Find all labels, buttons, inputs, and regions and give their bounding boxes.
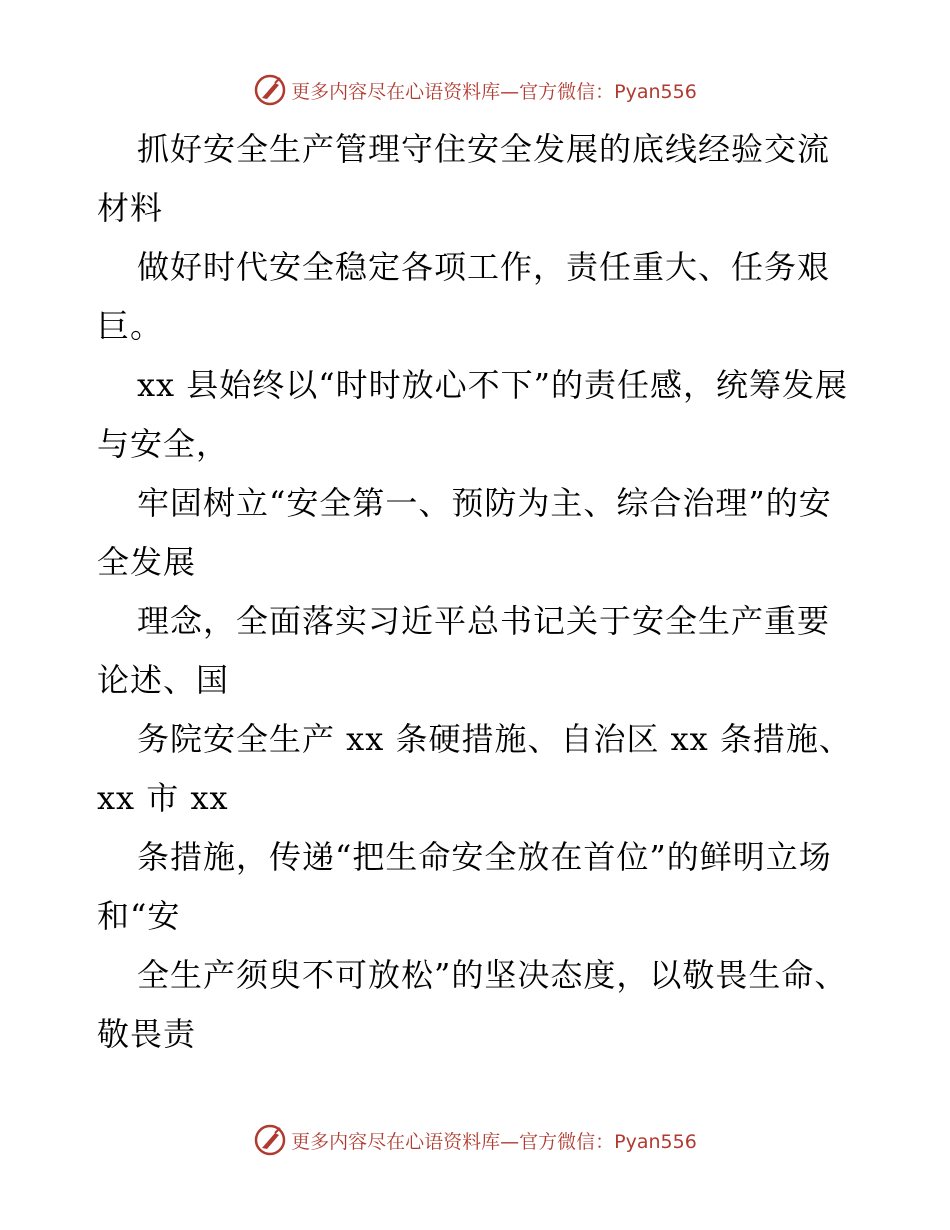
paragraph: xx 县始终以“时时放心不下”的责任感，统筹发展与安全，: [97, 366, 848, 463]
paragraph: 务院安全生产 xx 条硬措施、自治区 xx 条措施、xx 市 xx: [97, 720, 852, 817]
quill-pen-logo-icon: [253, 73, 287, 107]
paragraph: 抓好安全生产管理守住安全发展的底线经验交流材料: [97, 130, 831, 227]
quill-pen-logo-icon: [253, 1123, 287, 1157]
paragraph: 全生产须臾不可放松”的坚决态度，以敬畏生命、敬畏责: [97, 956, 848, 1053]
watermark-text: 更多内容尽在心语资料库—官方微信：Pyan556: [291, 80, 697, 103]
watermark-text: 更多内容尽在心语资料库—官方微信：Pyan556: [291, 1130, 697, 1153]
paragraph: 做好时代安全稳定各项工作，责任重大、任务艰巨。: [97, 248, 831, 345]
footer-watermark: [0, 1122, 950, 1158]
paragraph: 条措施，传递“把生命安全放在首位”的鲜明立场和“安: [97, 838, 832, 935]
paragraph: 牢固树立“安全第一、预防为主、综合治理”的安全发展: [97, 484, 832, 581]
paragraph: 理念，全面落实习近平总书记关于安全生产重要论述、国: [97, 602, 831, 699]
document-body: [97, 120, 857, 1064]
header-watermark: [0, 72, 950, 108]
